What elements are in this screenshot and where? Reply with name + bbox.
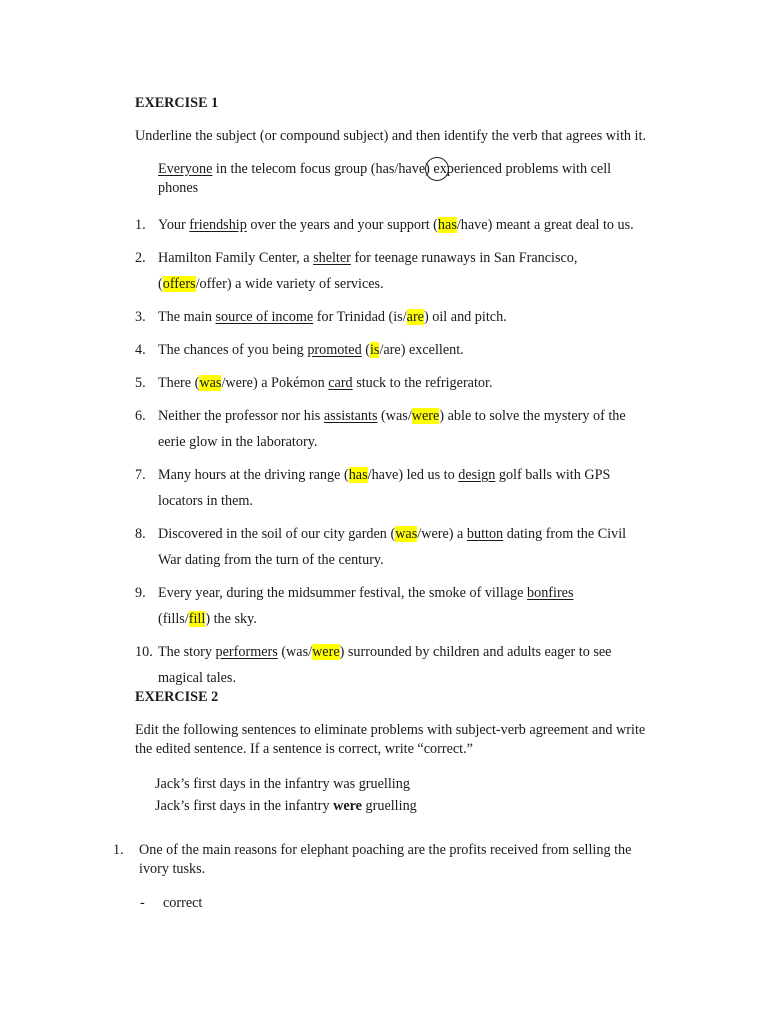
list-item-number: 5. bbox=[135, 375, 146, 391]
question-line1: One of the main reasons for elephant poaching are the profits received from selling the bbox=[139, 842, 632, 858]
list-item-number: 2. bbox=[135, 250, 146, 266]
exercise2-instruction bbox=[135, 721, 698, 759]
list-item-text: There (was/were) a Pokémon card stuck to the refrigerator. bbox=[158, 375, 493, 391]
exercise1-list bbox=[135, 212, 695, 698]
list-item-text: Hamilton Family Center, a shelter for teenage runaways in San Francisco, (offers/offer) a wide variety of services. bbox=[158, 250, 578, 292]
subject-underline: promoted bbox=[307, 342, 362, 358]
verb-highlight: has bbox=[437, 217, 457, 233]
verb-highlight: were bbox=[312, 644, 340, 660]
list-item-text: Many hours at the driving range (has/have) led us to design golf balls with GPS locators in them. bbox=[158, 467, 611, 509]
exercise2-example-original: Jack’s first days in the infantry was gruelling bbox=[155, 776, 410, 792]
verb-highlight: fill bbox=[188, 611, 206, 627]
edited-verb: were bbox=[333, 798, 362, 814]
example-circled-verb: ex bbox=[433, 161, 446, 177]
list-item-text: The main source of income for Trinidad (is/are) oil and pitch. bbox=[158, 309, 507, 325]
list-item-text: Discovered in the soil of our city garden (was/were) a button dating from the Civil War dating from the turn of the century. bbox=[158, 526, 627, 568]
example-sentence bbox=[158, 160, 678, 198]
list-item bbox=[135, 304, 695, 330]
verb-highlight: was bbox=[199, 375, 222, 391]
list-item-text: The chances of you being promoted (is/are) excellent. bbox=[158, 342, 464, 358]
exercise2-question-1 bbox=[113, 841, 698, 879]
list-item-number: 8. bbox=[135, 526, 146, 542]
list-item-number: 1. bbox=[135, 217, 146, 233]
exercise2-example-edited: Jack’s first days in the infantry were gruelling bbox=[155, 798, 417, 814]
list-item bbox=[135, 462, 695, 514]
example-text-1: in the telecom focus group (has/have) bbox=[212, 161, 434, 177]
list-item bbox=[135, 521, 695, 573]
list-item bbox=[135, 370, 695, 396]
verb-highlight: were bbox=[411, 408, 440, 424]
exercise2-instruction-line1: Edit the following sentences to eliminate problems with subject-verb agreement and write bbox=[135, 722, 646, 738]
list-item-text: Neither the professor nor his assistants (was/were) able to solve the mystery of the eerie glow in the laboratory. bbox=[158, 408, 626, 450]
exercise1-heading: EXERCISE 1 bbox=[135, 95, 219, 111]
list-item-number: 6. bbox=[135, 408, 146, 424]
circle-mark bbox=[425, 157, 449, 181]
list-item-number: 10. bbox=[135, 644, 153, 660]
subject-underline: source of income bbox=[215, 309, 314, 325]
answer-text: correct bbox=[163, 895, 203, 911]
list-item-number: 7. bbox=[135, 467, 146, 483]
list-item-number: 9. bbox=[135, 585, 146, 601]
exercise2-heading: EXERCISE 2 bbox=[135, 689, 219, 705]
list-item-text: Your friendship over the years and your support (has/have) meant a great deal to us. bbox=[158, 217, 634, 233]
list-item bbox=[135, 212, 695, 238]
verb-highlight: are bbox=[406, 309, 424, 325]
list-item bbox=[135, 639, 695, 691]
subject-underline: assistants bbox=[323, 408, 378, 424]
list-item-text: Every year, during the midsummer festival, the smoke of village bonfires (fills/fill) the sky. bbox=[158, 585, 574, 627]
list-item bbox=[135, 337, 695, 363]
subject-underline: design bbox=[458, 467, 496, 483]
question-number: 1. bbox=[113, 842, 124, 858]
verb-highlight: is bbox=[369, 342, 380, 358]
subject-underline: card bbox=[328, 375, 353, 391]
answer-bullet: - bbox=[140, 895, 145, 911]
example-subject: Everyone bbox=[158, 161, 213, 177]
exercise1-instruction: Underline the subject (or compound subject) and then identify the verb that agrees with it. bbox=[135, 128, 646, 144]
list-item-number: 4. bbox=[135, 342, 146, 358]
verb-highlight: was bbox=[395, 526, 418, 542]
example-text-2: perienced problems with cell bbox=[446, 161, 612, 177]
subject-underline: performers bbox=[215, 644, 278, 660]
subject-underline: friendship bbox=[189, 217, 247, 233]
verb-highlight: has bbox=[348, 467, 368, 483]
question-line2: ivory tusks. bbox=[139, 861, 206, 878]
exercise2-instruction-line2: the edited sentence. If a sentence is correct, write “correct.” bbox=[135, 741, 473, 758]
list-item bbox=[135, 403, 695, 455]
list-item-text: The story performers (was/were) surrounded by children and adults eager to see magical tales. bbox=[158, 644, 612, 686]
list-item bbox=[135, 580, 695, 632]
subject-underline: bonfires bbox=[527, 585, 574, 601]
exercise2-answer-1 bbox=[140, 894, 202, 913]
example-text-3: phones bbox=[158, 180, 199, 197]
subject-underline: shelter bbox=[313, 250, 351, 266]
list-item-number: 3. bbox=[135, 309, 146, 325]
verb-highlight: offers bbox=[162, 276, 196, 292]
list-item bbox=[135, 245, 695, 297]
subject-underline: button bbox=[466, 526, 504, 542]
